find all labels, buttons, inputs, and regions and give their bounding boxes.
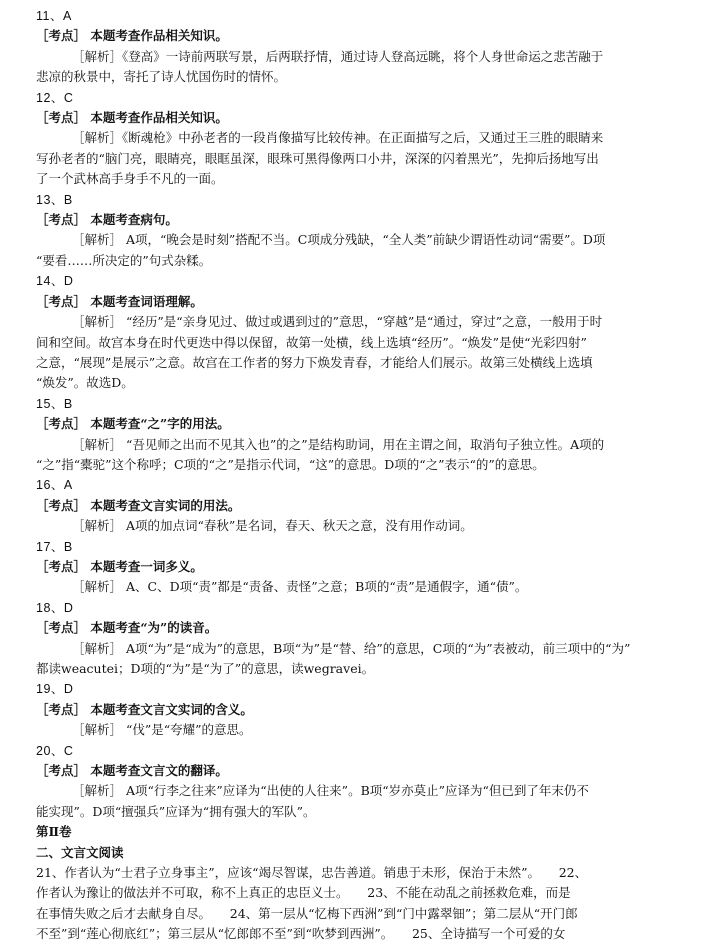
analysis-line: ［解析］ A项“为”是“成为”的意思，B项“为”是“替、给”的意思，C项的“为”表被动，前三项中的“为” <box>72 640 631 656</box>
question-number: 18、D <box>36 600 74 615</box>
text-line: 作者认为豫让的做法并不可取，称不上真正的忠臣义士。 23、不能在动乱之前拯救危难，而是 <box>36 885 571 901</box>
text-line: 写孙老者的“脑门亮，眼睛亮，眼眶虽深，眼珠可黑得像两口小井，深深的闪着黑光”，先抑后扬地写出 <box>36 150 599 166</box>
question-number: 11、A <box>36 9 72 23</box>
analysis-line: ［解析］ “伐”是“夸耀”的意思。 <box>72 722 252 738</box>
section-heading: 第Ⅱ卷 <box>36 824 72 840</box>
text-line: 都读weacutei；D项的“为”是“为了”的意思，读wegravei。 <box>36 661 375 676</box>
exam-point-line: ［考点］ 本题考查“之”字的用法。 <box>36 416 230 432</box>
analysis-line: ［解析］《登高》一诗前两联写景，后两联抒情，通过诗人登高远眺，将个人身世命运之悲苦融于 <box>72 48 604 64</box>
exam-point-line: ［考点］ 本题考查“为”的读音。 <box>36 620 218 636</box>
analysis-line: ［解析］ A项，“晚会是时刻”搭配不当。C项成分残缺，“全人类”前缺少谓语性动词“需要”。D项 <box>72 232 606 248</box>
question-number: 13、B <box>36 192 73 207</box>
analysis-line: ［解析］ “经历”是“亲身见过、做过或遇到过的”意思，“穿越”是“通过，穿过”之意，一般用于时 <box>72 314 603 330</box>
analysis-line: ［解析］ A项“行李之往来”应译为“出使的人往来”。B项“岁亦莫止”应译为“但已到了年末仍不 <box>72 783 589 799</box>
question-number: 15、B <box>36 396 73 411</box>
exam-point-line: ［考点］ 本题考查文言实词的用法。 <box>36 497 241 513</box>
text-line: “焕发”。故选D。 <box>36 375 134 391</box>
answer-document <box>36 6 686 945</box>
text-line: “之”指“橐驼”这个称呼；C项的“之”是指示代词，“这”的意思。D项的“之”表示“的”的意思。 <box>36 456 545 472</box>
text-line: 之意，“展现”是展示”之意。故宫在工作者的努力下焕发青春，才能给人们展示。故第三处横线上选填 <box>36 354 593 370</box>
question-number: 14、D <box>36 274 74 289</box>
analysis-line: ［解析］ A项的加点词“春秋”是名词，春天、秋天之意，没有用作动词。 <box>72 518 473 534</box>
exam-point-line: ［考点］ 本题考查文言文的翻译。 <box>36 763 228 779</box>
question-number: 19、D <box>36 682 74 697</box>
text-line: 能实现”。D项“擅强兵”应译为“拥有强大的军队”。 <box>36 803 316 819</box>
question-number: 17、B <box>36 539 73 554</box>
exam-point-line: ［考点］ 本题考查词语理解。 <box>36 293 203 309</box>
text-line: 间和空间。故宫本身在时代更迭中得以保留，故第一处横，线上选填“经历”。“焕发”是使“光彩四射” <box>36 334 587 350</box>
analysis-line: ［解析］《断魂枪》中孙老者的一段肖像描写比较传神。在正面描写之后，又通过王三胜的眼睛来 <box>72 130 604 146</box>
analysis-line: ［解析］ A、C、D项“责”都是“责备、责怪”之意；B项的“责”是通假字，通“债”。 <box>72 579 528 595</box>
question-number: 20、C <box>36 743 74 758</box>
exam-point-line: ［考点］ 本题考查病句。 <box>36 212 178 228</box>
text-line: 悲凉的秋景中，寄托了诗人忧国伤时的情怀。 <box>36 69 287 85</box>
question-number: 16、A <box>36 478 73 493</box>
section-heading: 二、文言文阅读 <box>36 844 124 860</box>
exam-point-line: ［考点］ 本题考查一词多义。 <box>36 558 203 574</box>
text-line: 不至”到“莲心彻底红”；第三层从“忆郎郎不至”到“吹梦到西洲”。 25、全诗描写一个可爱的女 <box>36 926 566 942</box>
exam-point-line: ［考点］ 本题考查作品相关知识。 <box>36 28 228 44</box>
exam-point-line: ［考点］ 本题考查文言文实词的含义。 <box>36 701 253 717</box>
text-line: 21、作者认为“士君子立身事主”，应该“竭尽智谋，忠告善道。销患于未形，保治于未然”。 22、 <box>36 865 588 881</box>
exam-point-line: ［考点］ 本题考查作品相关知识。 <box>36 110 228 126</box>
text-line: “要看……所决定的”句式杂糅。 <box>36 252 212 268</box>
question-number: 12、C <box>36 90 74 105</box>
text-line: 了一个武林高手身手不凡的一面。 <box>36 171 224 187</box>
analysis-line: ［解析］ “吾见师之出而不见其入也”的之”是结构助词，用在主谓之间，取消句子独立性。A项的 <box>72 436 605 452</box>
text-line: 在事情失败之后才去献身自尽。 24、第一层从“忆梅下西洲”到“门中露翠钿”；第二层从“开门郎 <box>36 905 578 921</box>
